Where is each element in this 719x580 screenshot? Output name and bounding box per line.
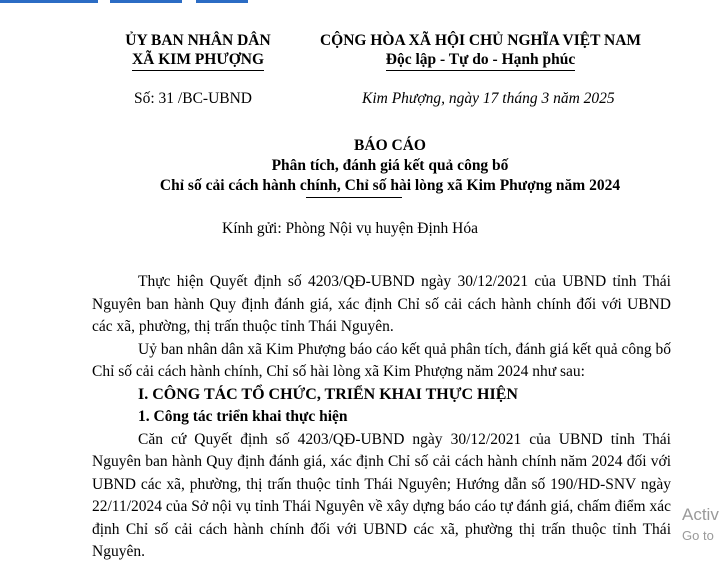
title-line2: Phân tích, đánh giá kết quả công bố xyxy=(271,157,509,174)
top-bar-segment xyxy=(196,0,248,3)
top-bar-segment xyxy=(0,0,98,3)
document-number: Số: 31 /BC-UBND xyxy=(134,90,252,107)
title-line1: BÁO CÁO xyxy=(354,137,426,154)
authority-line2: XÃ KIM PHƯỢNG xyxy=(132,50,264,71)
place-and-date: Kim Phượng, ngày 17 tháng 3 năm 2025 xyxy=(362,90,615,107)
recipient-line: Kính gửi: Phòng Nội vụ huyện Định Hóa xyxy=(222,220,478,237)
top-bar-segment xyxy=(110,0,182,3)
document-title xyxy=(90,136,690,196)
authority-line1: ỦY BAN NHÂN DÂN xyxy=(125,32,271,49)
document-body xyxy=(92,271,671,564)
watermark-line1: Activ xyxy=(682,505,719,524)
issuing-authority-header xyxy=(118,31,278,71)
title-underline xyxy=(306,197,402,198)
title-line3: Chỉ số cải cách hành chính, Chỉ số hài lòng xã Kim Phượng năm 2024 xyxy=(159,177,621,194)
paragraph-3: Căn cứ Quyết định số 4203/QĐ-UBND ngày 30/12/2021 của UBND tỉnh Thái Nguyên ban hành Quy định đánh giá, xác định Chỉ số cải cách hành chính năm 2024 đối với UBND các xã, phường, thị trấn thuộc tỉnh Thái Nguyên; Hướng dẫn số 190/HD-SNV ngày 22/11/2024 của Sở nội vụ tỉnh Thái Nguyên về xây dựng báo cáo tự đánh giá, chấm điểm xác định Chỉ số cải cách hành chính đối với UBND các xã, phường thị trấn thuộc tỉnh Thái Nguyên. xyxy=(92,430,671,560)
subsection-heading: 1. Công tác triển khai thực hiện xyxy=(138,408,348,425)
motto: Độc lập - Tự do - Hạnh phúc xyxy=(386,50,575,71)
watermark-line2: Go to xyxy=(682,528,714,543)
activate-windows-watermark xyxy=(682,505,719,543)
paragraph-1: Thực hiện Quyết định số 4203/QĐ-UBND ngày 30/12/2021 của UBND tỉnh Thái Nguyên ban hành Quy định đánh giá, xác định Chỉ số cải cách hành chính đối với UBND các xã, phường, thị trấn thuộc tỉnh Thái Nguyên. xyxy=(92,273,671,335)
national-motto-header xyxy=(308,31,653,71)
paragraph-2: Uỷ ban nhân dân xã Kim Phượng báo cáo kết quả phân tích, đánh giá kết quả công bố Chỉ số cải cách hành chính, Chỉ số hài lòng xã Kim Phượng năm 2024 như sau: xyxy=(92,340,671,380)
country-name: CỘNG HÒA XÃ HỘI CHỦ NGHĨA VIỆT NAM xyxy=(319,32,642,49)
section-heading: I. CÔNG TÁC TỔ CHỨC, TRIỂN KHAI THỰC HIỆN xyxy=(138,385,518,403)
